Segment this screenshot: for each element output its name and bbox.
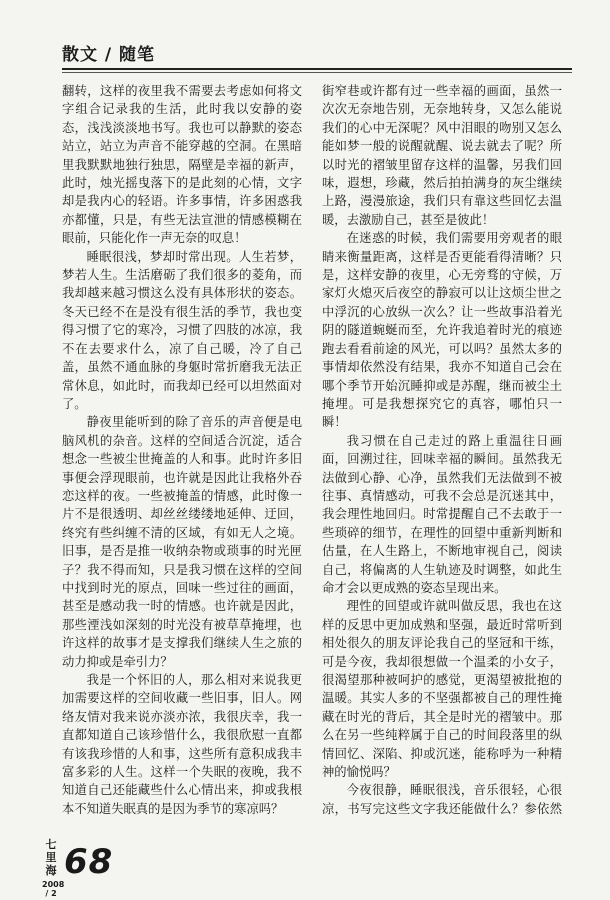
page-header <box>62 40 572 74</box>
section-title: 散文 / 随笔 <box>62 45 156 65</box>
issue-number: 2008 / 2 <box>42 880 65 898</box>
paragraph: 翻转，这样的夜里我不需要去考虑如何将文字组合记录我的生活，此时我以安静的姿态，浅浅淡淡地书写。我也可以静默的姿态站立，站立为声音不能穿越的空洞。在黑暗里我默默地独行独思，隔壁是幸福的新声，此时，烛光摇曳落下的是此刻的心情，文字却是我内心的轻语。许多事情，许多困惑我亦都懂，只是，有些无法宣泄的情感模糊在眼前，只能化作一声无奈的叹息！ <box>62 84 302 246</box>
header-rule-thin <box>62 72 572 73</box>
paragraph: 我是一个怀旧的人，那么相对来说我更加需要这样的空间收藏一些旧事，旧人。网络友情对我来说亦淡亦浓，我很庆幸，我一直都知道自己该珍惜什么，我很欣慰一直都有该我珍惜的人和事，这些所有意积成我丰富多彩的人生。这样一个失眠的夜晚，我不知道自己还能藏些什么心情出来，抑或我根本不知道失眠真的是因为季节的寒凉吗？ <box>62 673 302 816</box>
paragraph: 理性的回望或许就叫做反思，我也在这样的反思中更加成熟和坚强，最近时常听到相处很久的朋友评论我自己的坚冠和干练，可是今夜，我却很想做一个温柔的小女子，很渴望那种被呵护的感觉，更渴望被批抱的温暖。其实人多的不坚强都被自己的理性掩藏在时光的背后，其全是时光的褶皱中。那么在另一些纯粹属于自己的时间段落里的纵情回忆、深陷、抑或沉迷，能称呼为一种精神的愉悦吗？ <box>322 599 562 780</box>
paragraph: 街窄巷或许都有过一些幸福的画面，虽然一次次无奈地告别，无奈地转身，又怎么能说我们的心中无深呢？风中泪眼的吻别又怎么能如梦一般的说醒就醒、说去就去了呢？所以时光的褶皱里留存这样的温馨，另我们回味，遐想，珍藏，然后拍拍满身的灰尘继续上路，漫漫旅途，我们只有靠这些回忆去温暖，去激励自己，甚至是彼此！ <box>322 84 562 227</box>
magazine-mark <box>42 838 65 898</box>
paragraph: 静夜里能听到的除了音乐的声音便是电脑风机的杂音。这样的空间适合沉淀，适合想念一些被尘世掩盖的人和事。此时许多旧事便会浮现眼前，也许就是因此让我格外吞恋这样的夜。一些被掩盖的情感，此时像一片不是很透明、却丝丝缕缕地延伸、迂回，终究有些纠缠不清的区域，有如无人之境。旧事，是否是推一收纳杂物或琐事的时光匣子？我不得而知，只是我习惯在这样的空间中找到时光的原点，回味一些过往的画面，甚至是感动我一时的情感。也许就是因此，那些湮浅如深刻的时光没有被草草掩埋，也许这样的故事才是支撑我们继续人生之旅的动力抑或是牵引力？ <box>62 415 302 669</box>
left-column <box>62 82 302 817</box>
paragraph: 今夜很静，睡眠很浅，音乐很轻，心很凉，书写完这些文字我还能做什么？参依然 <box>322 783 562 816</box>
paragraph: 我习惯在自己走过的路上重温往日画面，回溯过往，回味幸福的瞬间。虽然我无法做到心静、心净，虽然我们无法做到不被往事、真情感动，可我不会总是沉迷其中，我会理性地回归。时常提醒自己不去敢于一些琐碎的细节，在理性的回望中重新判断和估量，在人生路上，不断地审视自己，阅读自己，将偏离的人生轨迹及时调整，如此生命才会以更成熟的姿态呈现出来。 <box>322 433 562 595</box>
right-column <box>322 82 562 817</box>
header-rule <box>62 68 572 70</box>
magazine-name: 七里海 <box>45 838 57 877</box>
page-number: 68 <box>64 842 114 882</box>
paragraph: 睡眠很浅，梦却时常出现。人生若梦，梦若人生。生活磨砺了我们很多的菱角，而我却越来越习惯这么没有具体形状的姿态。冬天已经不在是没有很生活的季节，我也变得习惯了它的寒冷，习惯了四肢的冰凉，我不在去要求什么，凉了自己暖，冷了自己盖，虽然不通血脉的身躯时常折磨我无法正常休息，如此时，而我却已经可以坦然面对了。 <box>62 249 302 411</box>
paragraph: 在迷惑的时候，我们需要用旁观者的眼睛来衡量距离，这样是否更能看得清晰？只是，这样安静的夜里，心无旁骛的守候，万家灯火熄灭后夜空的静寂可以让这烦尘世之中浮沉的心放纵一次么？让一些故事沿着光阴的隧道蜿蜒而至，允许我追着时光的痕迹跑去看看前途的风光，可以吗？虽然太多的事情却依然没有结果，我亦不知道自己会在哪个季节开始沉睡抑或是苏醒，继而被尘土掩埋。可是我想探究它的真容，哪怕只一瞬！ <box>322 231 562 430</box>
